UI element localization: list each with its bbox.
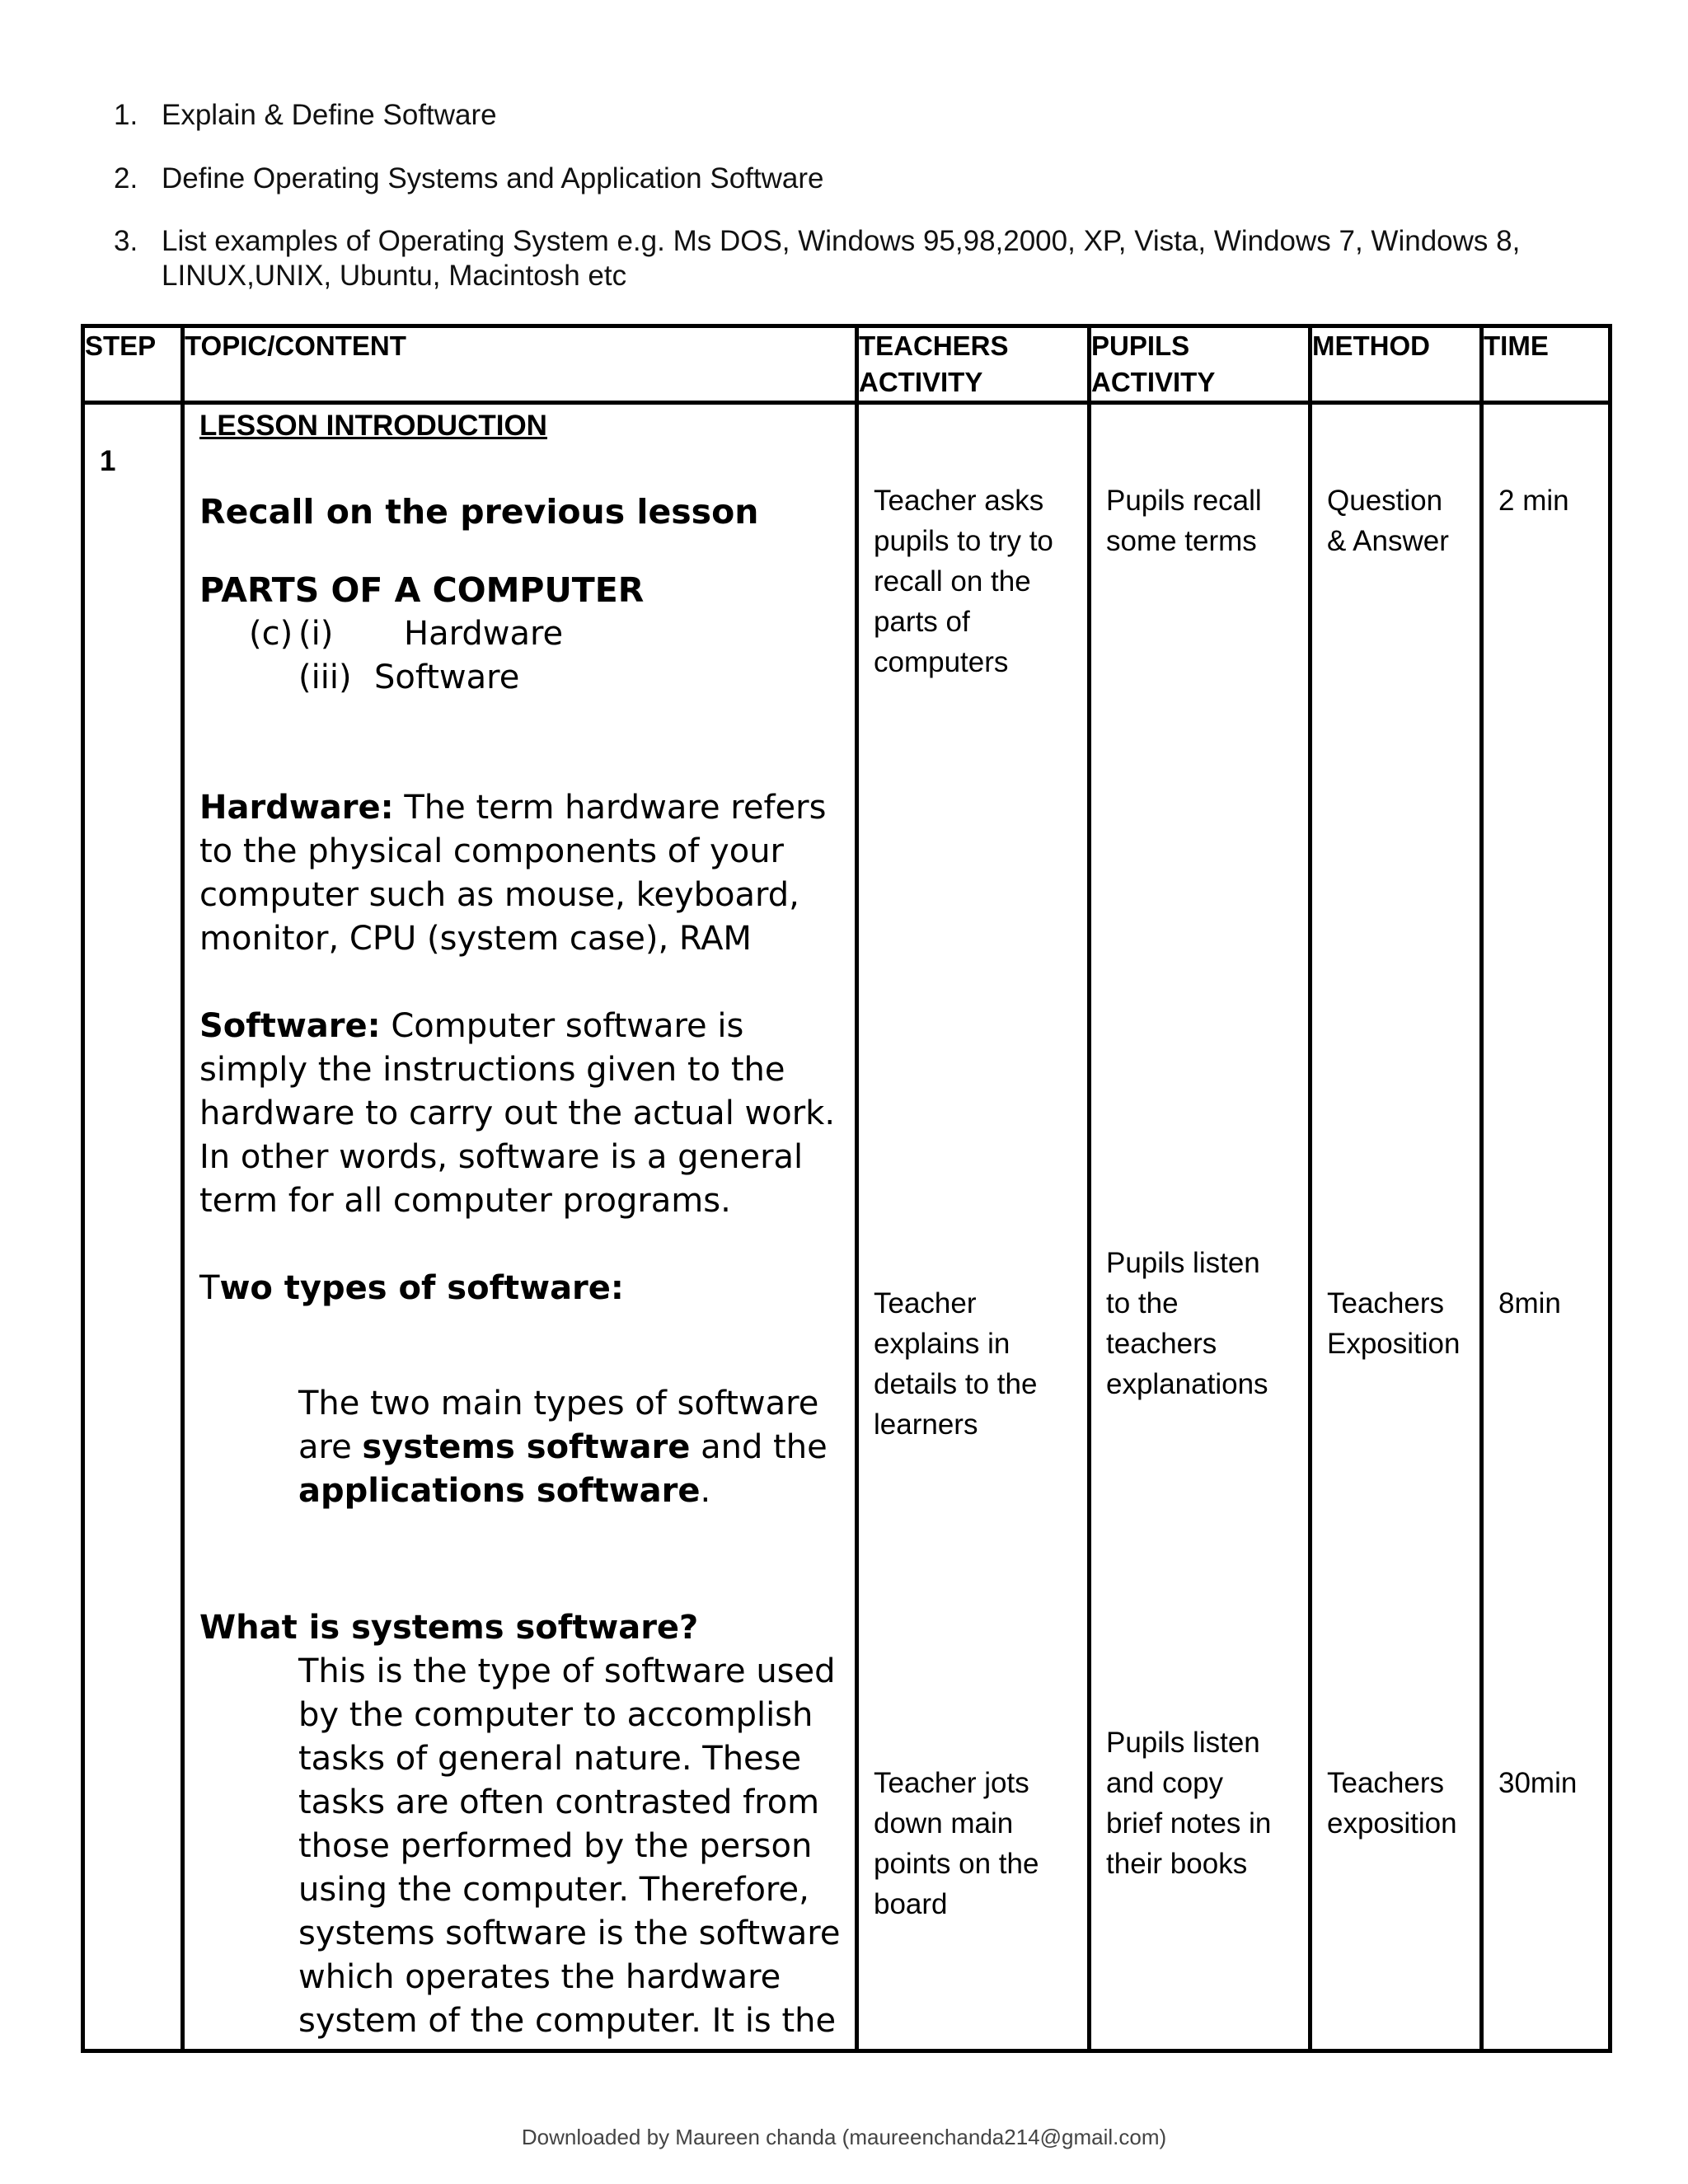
hardware-line: The term hardware refers <box>393 789 827 827</box>
software-definition <box>199 1005 851 1223</box>
pupils-activity-1 <box>1106 480 1262 561</box>
method-2 <box>1327 1283 1460 1364</box>
software-line: term for all computer programs. <box>199 1182 731 1220</box>
header-method: METHOD <box>1311 326 1482 403</box>
hardware-line: monitor, CPU (system case), RAM <box>199 920 752 958</box>
activity-line: learners <box>874 1408 978 1441</box>
paragraph-line: systems software is the software <box>298 1915 841 1952</box>
table-header-row <box>83 326 1611 403</box>
method-line: Teachers <box>1327 1767 1445 1799</box>
types-paragraph <box>298 1382 851 1513</box>
types-heading-rest: wo types of software: <box>219 1269 624 1307</box>
hardware-line: computer such as mouse, keyboard, <box>199 876 799 914</box>
method-line: Question <box>1327 485 1443 517</box>
types-line: and the <box>690 1428 828 1466</box>
step-cell <box>83 403 183 2051</box>
parts-heading: PARTS OF A COMPUTER <box>199 570 645 610</box>
objective-text: List examples of Operating System e.g. Ms DOS, Windows 95,98,2000, XP, Vista, Windows 7, Windows 8, LINUX,UNIX, Ubuntu, Macintosh etc <box>162 225 1521 292</box>
activity-line: Pupils recall <box>1106 485 1262 517</box>
paragraph-line: those performed by the person <box>298 1827 813 1865</box>
header-time: TIME <box>1482 326 1611 403</box>
time-cell <box>1482 403 1611 2051</box>
activity-line: Pupils listen <box>1106 1727 1260 1759</box>
systems-software-term: systems software <box>362 1428 691 1466</box>
teachers-activity-1 <box>874 480 1053 682</box>
paragraph-line: tasks are often contrasted from <box>298 1783 820 1821</box>
table-row <box>83 403 1611 2051</box>
software-line: hardware to carry out the actual work. <box>199 1094 836 1132</box>
activity-line: pupils to try to <box>874 525 1053 557</box>
software-line: Computer software is <box>380 1007 744 1045</box>
software-term: Software: <box>199 1007 381 1045</box>
activity-line: and copy <box>1106 1767 1224 1799</box>
time-2: 8min <box>1498 1287 1561 1319</box>
lesson-plan-table <box>81 324 1612 2053</box>
method-3 <box>1327 1763 1457 1844</box>
software-line: In other words, software is a general <box>199 1138 804 1176</box>
header-pupils-activity: PUPILS ACTIVITY <box>1090 326 1311 403</box>
applications-software-term: applications software <box>298 1472 701 1510</box>
parts-i-label: (i) <box>298 615 334 653</box>
header-topic: TOPIC/CONTENT <box>183 326 857 403</box>
types-line: . <box>700 1472 711 1510</box>
header-teachers-activity: TEACHERS ACTIVITY <box>857 326 1090 403</box>
activity-line: Teacher <box>874 1287 977 1319</box>
paragraph-line: by the computer to accomplish <box>298 1696 814 1734</box>
method-line: Exposition <box>1327 1328 1461 1360</box>
activity-line: explanations <box>1106 1368 1268 1400</box>
activity-line: their books <box>1106 1848 1248 1880</box>
systems-software-paragraph <box>298 1650 845 2043</box>
download-footer: Downloaded by Maureen chanda (maureenchanda214@gmail.com) <box>521 2125 1167 2149</box>
parts-c-label: (c) <box>249 615 293 653</box>
systems-software-heading: What is systems software? <box>199 1609 699 1647</box>
objective-text: Define Operating Systems and Application Software <box>162 162 824 194</box>
pupils-activity-cell <box>1090 403 1311 2051</box>
topic-content-cell <box>183 403 857 2051</box>
activity-line: some terms <box>1106 525 1257 557</box>
method-line: Teachers <box>1327 1287 1445 1319</box>
types-heading-initial: T <box>199 1269 220 1307</box>
parts-iii-label: (iii) <box>298 658 352 696</box>
activity-line: Pupils listen <box>1106 1247 1260 1279</box>
parts-iii-text: Software <box>374 658 520 696</box>
time-3: 30min <box>1498 1767 1578 1799</box>
activity-line: parts of <box>874 606 970 638</box>
activity-line: board <box>874 1888 948 1920</box>
types-line: The two main types of software <box>298 1385 819 1422</box>
method-line: exposition <box>1327 1807 1457 1840</box>
objective-number: 1. <box>114 99 138 131</box>
activity-line: brief notes in <box>1106 1807 1272 1840</box>
method-1 <box>1327 480 1449 561</box>
method-line: & Answer <box>1327 525 1449 557</box>
time-1: 2 min <box>1498 485 1569 517</box>
paragraph-line: tasks of general nature. These <box>298 1740 802 1778</box>
types-line: are <box>298 1428 363 1466</box>
teachers-activity-cell <box>857 403 1090 2051</box>
activity-line: details to the <box>874 1368 1038 1400</box>
objective-number: 3. <box>114 225 138 257</box>
hardware-term: Hardware: <box>199 789 394 827</box>
paragraph-line: which operates the hardware <box>298 1958 781 1996</box>
parts-i-text: Hardware <box>404 615 564 653</box>
activity-line: recall on the <box>874 565 1031 598</box>
pupils-activity-2 <box>1106 1243 1268 1404</box>
activity-line: Teacher jots <box>874 1767 1029 1799</box>
step-number: 1 <box>100 445 116 477</box>
paragraph-line: system of the computer. It is the <box>298 2002 837 2040</box>
hardware-line: to the physical components of your <box>199 832 784 870</box>
activity-line: to the <box>1106 1287 1179 1319</box>
teachers-activity-3 <box>874 1763 1039 1924</box>
method-cell <box>1311 403 1482 2051</box>
types-heading <box>199 1267 624 1310</box>
hardware-definition <box>199 786 851 961</box>
activity-line: down main <box>874 1807 1014 1840</box>
objective-number: 2. <box>114 162 138 194</box>
intro-heading: LESSON INTRODUCTION <box>199 410 547 442</box>
recall-heading: Recall on the previous lesson <box>199 492 759 532</box>
paragraph-line: using the computer. Therefore, <box>298 1871 809 1909</box>
activity-line: points on the <box>874 1848 1039 1880</box>
activity-line: Teacher asks <box>874 485 1044 517</box>
activity-line: explains in <box>874 1328 1010 1360</box>
paragraph-line: This is the type of software used <box>298 1652 836 1690</box>
pupils-activity-3 <box>1106 1722 1271 1884</box>
objective-text: Explain & Define Software <box>162 99 497 131</box>
software-line: simply the instructions given to the <box>199 1051 785 1089</box>
activity-line: computers <box>874 646 1009 678</box>
teachers-activity-2 <box>874 1283 1037 1445</box>
activity-line: teachers <box>1106 1328 1217 1360</box>
header-step: STEP <box>83 326 183 403</box>
